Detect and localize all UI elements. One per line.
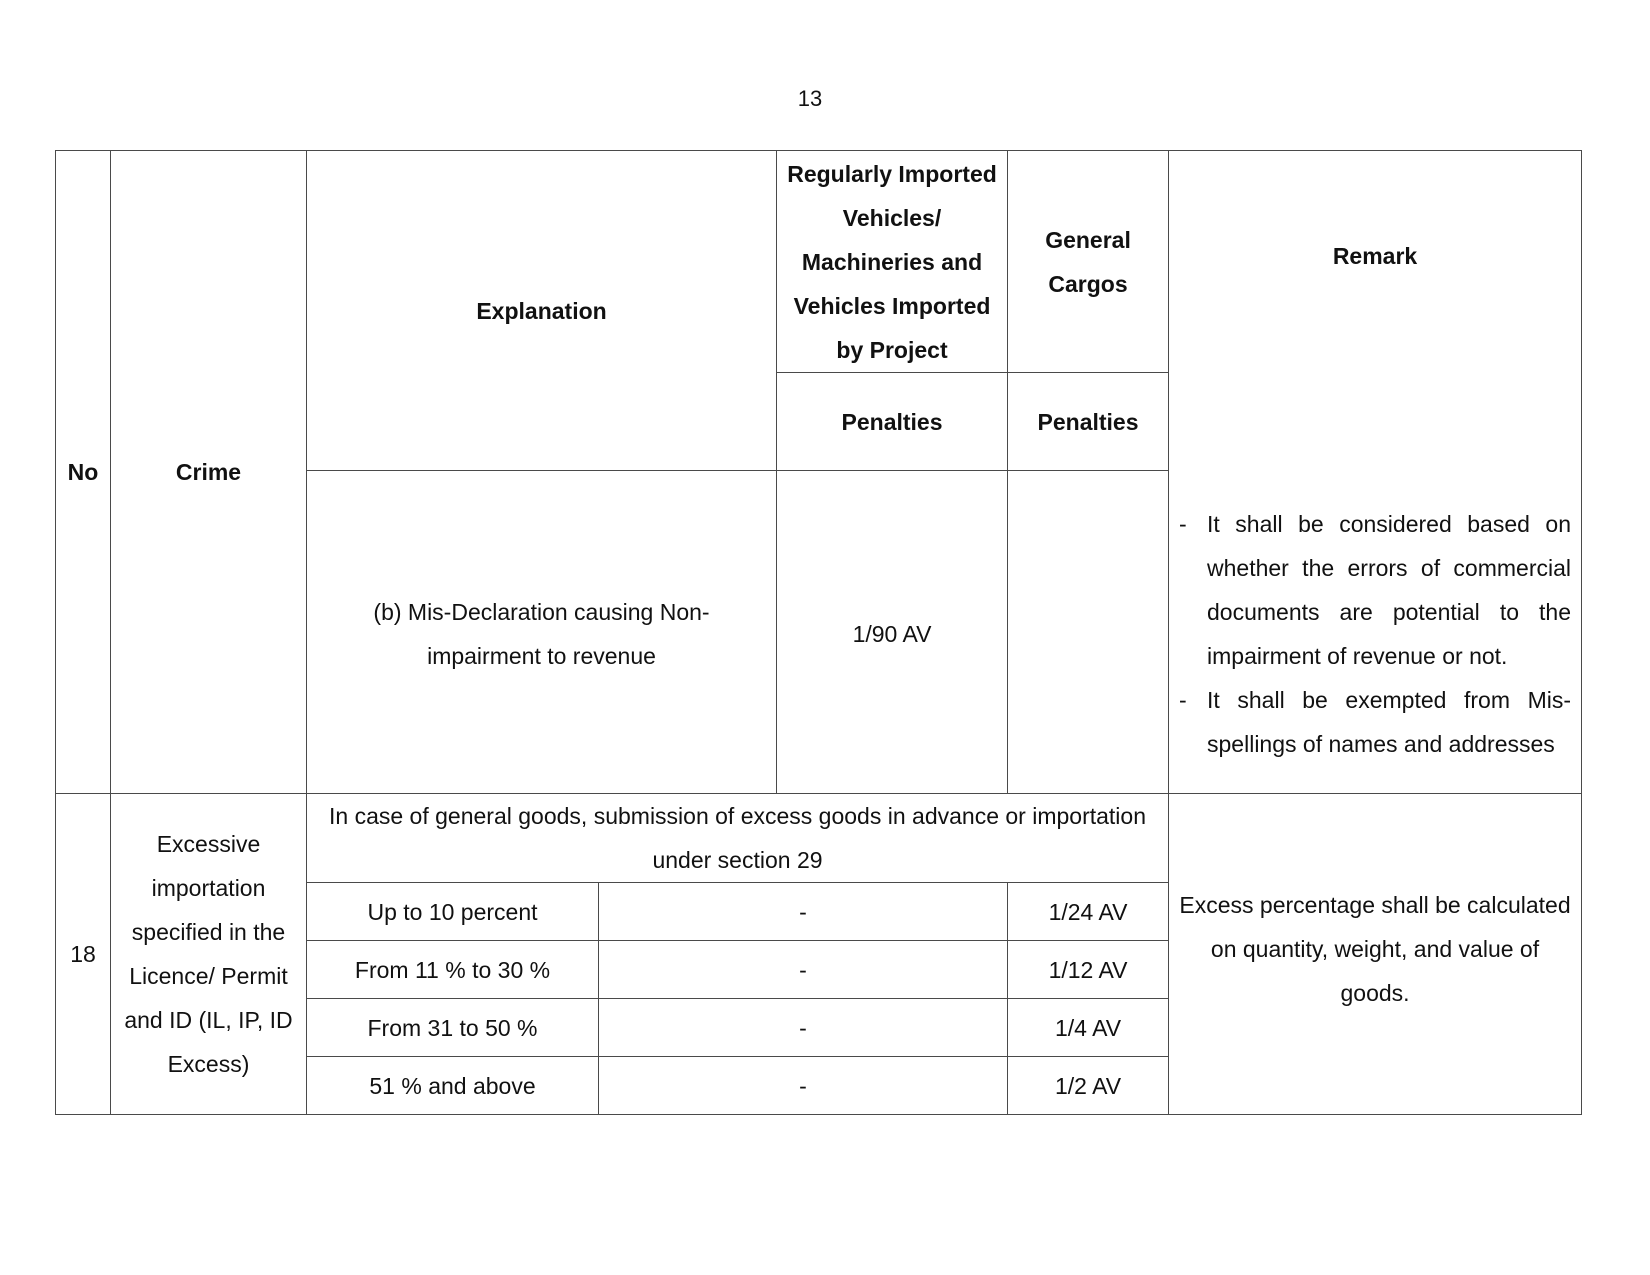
header-penalties-cargos: Penalties bbox=[1008, 373, 1169, 471]
tier-range: From 31 to 50 % bbox=[307, 999, 599, 1057]
row-18-remark: Excess percentage shall be calculated on quantity, weight, and value of goods. bbox=[1169, 794, 1582, 1115]
row-18-no: 18 bbox=[56, 794, 111, 1115]
header-crime: Crime bbox=[111, 151, 307, 794]
header-row bbox=[56, 151, 1582, 373]
tier-vehicle-penalty: - bbox=[599, 941, 1008, 999]
remark-item: - It shall be exempted from Mis-spellings of names and addresses bbox=[1179, 678, 1571, 766]
tier-vehicle-penalty: - bbox=[599, 999, 1008, 1057]
header-regular-vehicles: Regularly Imported Vehicles/ Machineries and Vehicles Imported by Project bbox=[777, 151, 1008, 373]
header-general-cargos: General Cargos bbox=[1008, 151, 1169, 373]
page-number: 13 bbox=[797, 86, 823, 111]
row-18-case-note: In case of general goods, submission of excess goods in advance or importation under section 29 bbox=[307, 794, 1169, 883]
remark-item: - It shall be considered based on whether the errors of commercial documents are potential to the impairment of revenue or not. bbox=[1179, 502, 1571, 678]
tier-range: From 11 % to 30 % bbox=[307, 941, 599, 999]
row-18-crime: Excessive importation specified in the Licence/ Permit and ID (IL, IP, ID Excess) bbox=[111, 794, 307, 1115]
remark-list bbox=[1179, 498, 1571, 766]
tier-cargo-penalty: 1/2 AV bbox=[1008, 1057, 1169, 1115]
tier-cargo-penalty: 1/4 AV bbox=[1008, 999, 1169, 1057]
row-18-case bbox=[56, 794, 1582, 883]
tier-range: 51 % and above bbox=[307, 1057, 599, 1115]
row-b-remark bbox=[1169, 471, 1582, 794]
header-no: No bbox=[56, 151, 111, 794]
row-b-explanation: (b) Mis-Declaration causing Non-impairment to revenue bbox=[307, 471, 777, 794]
header-explanation: Explanation bbox=[307, 151, 777, 471]
tier-vehicle-penalty: - bbox=[599, 883, 1008, 941]
row-b-vehicle-penalty: 1/90 AV bbox=[777, 471, 1008, 794]
tier-cargo-penalty: 1/24 AV bbox=[1008, 883, 1169, 941]
penalty-table bbox=[55, 150, 1582, 1115]
row-b-cargo-penalty bbox=[1008, 471, 1169, 794]
tier-range: Up to 10 percent bbox=[307, 883, 599, 941]
header-penalties-vehicles: Penalties bbox=[777, 373, 1008, 471]
tier-vehicle-penalty: - bbox=[599, 1057, 1008, 1115]
header-remark: Remark bbox=[1169, 151, 1582, 471]
tier-cargo-penalty: 1/12 AV bbox=[1008, 941, 1169, 999]
